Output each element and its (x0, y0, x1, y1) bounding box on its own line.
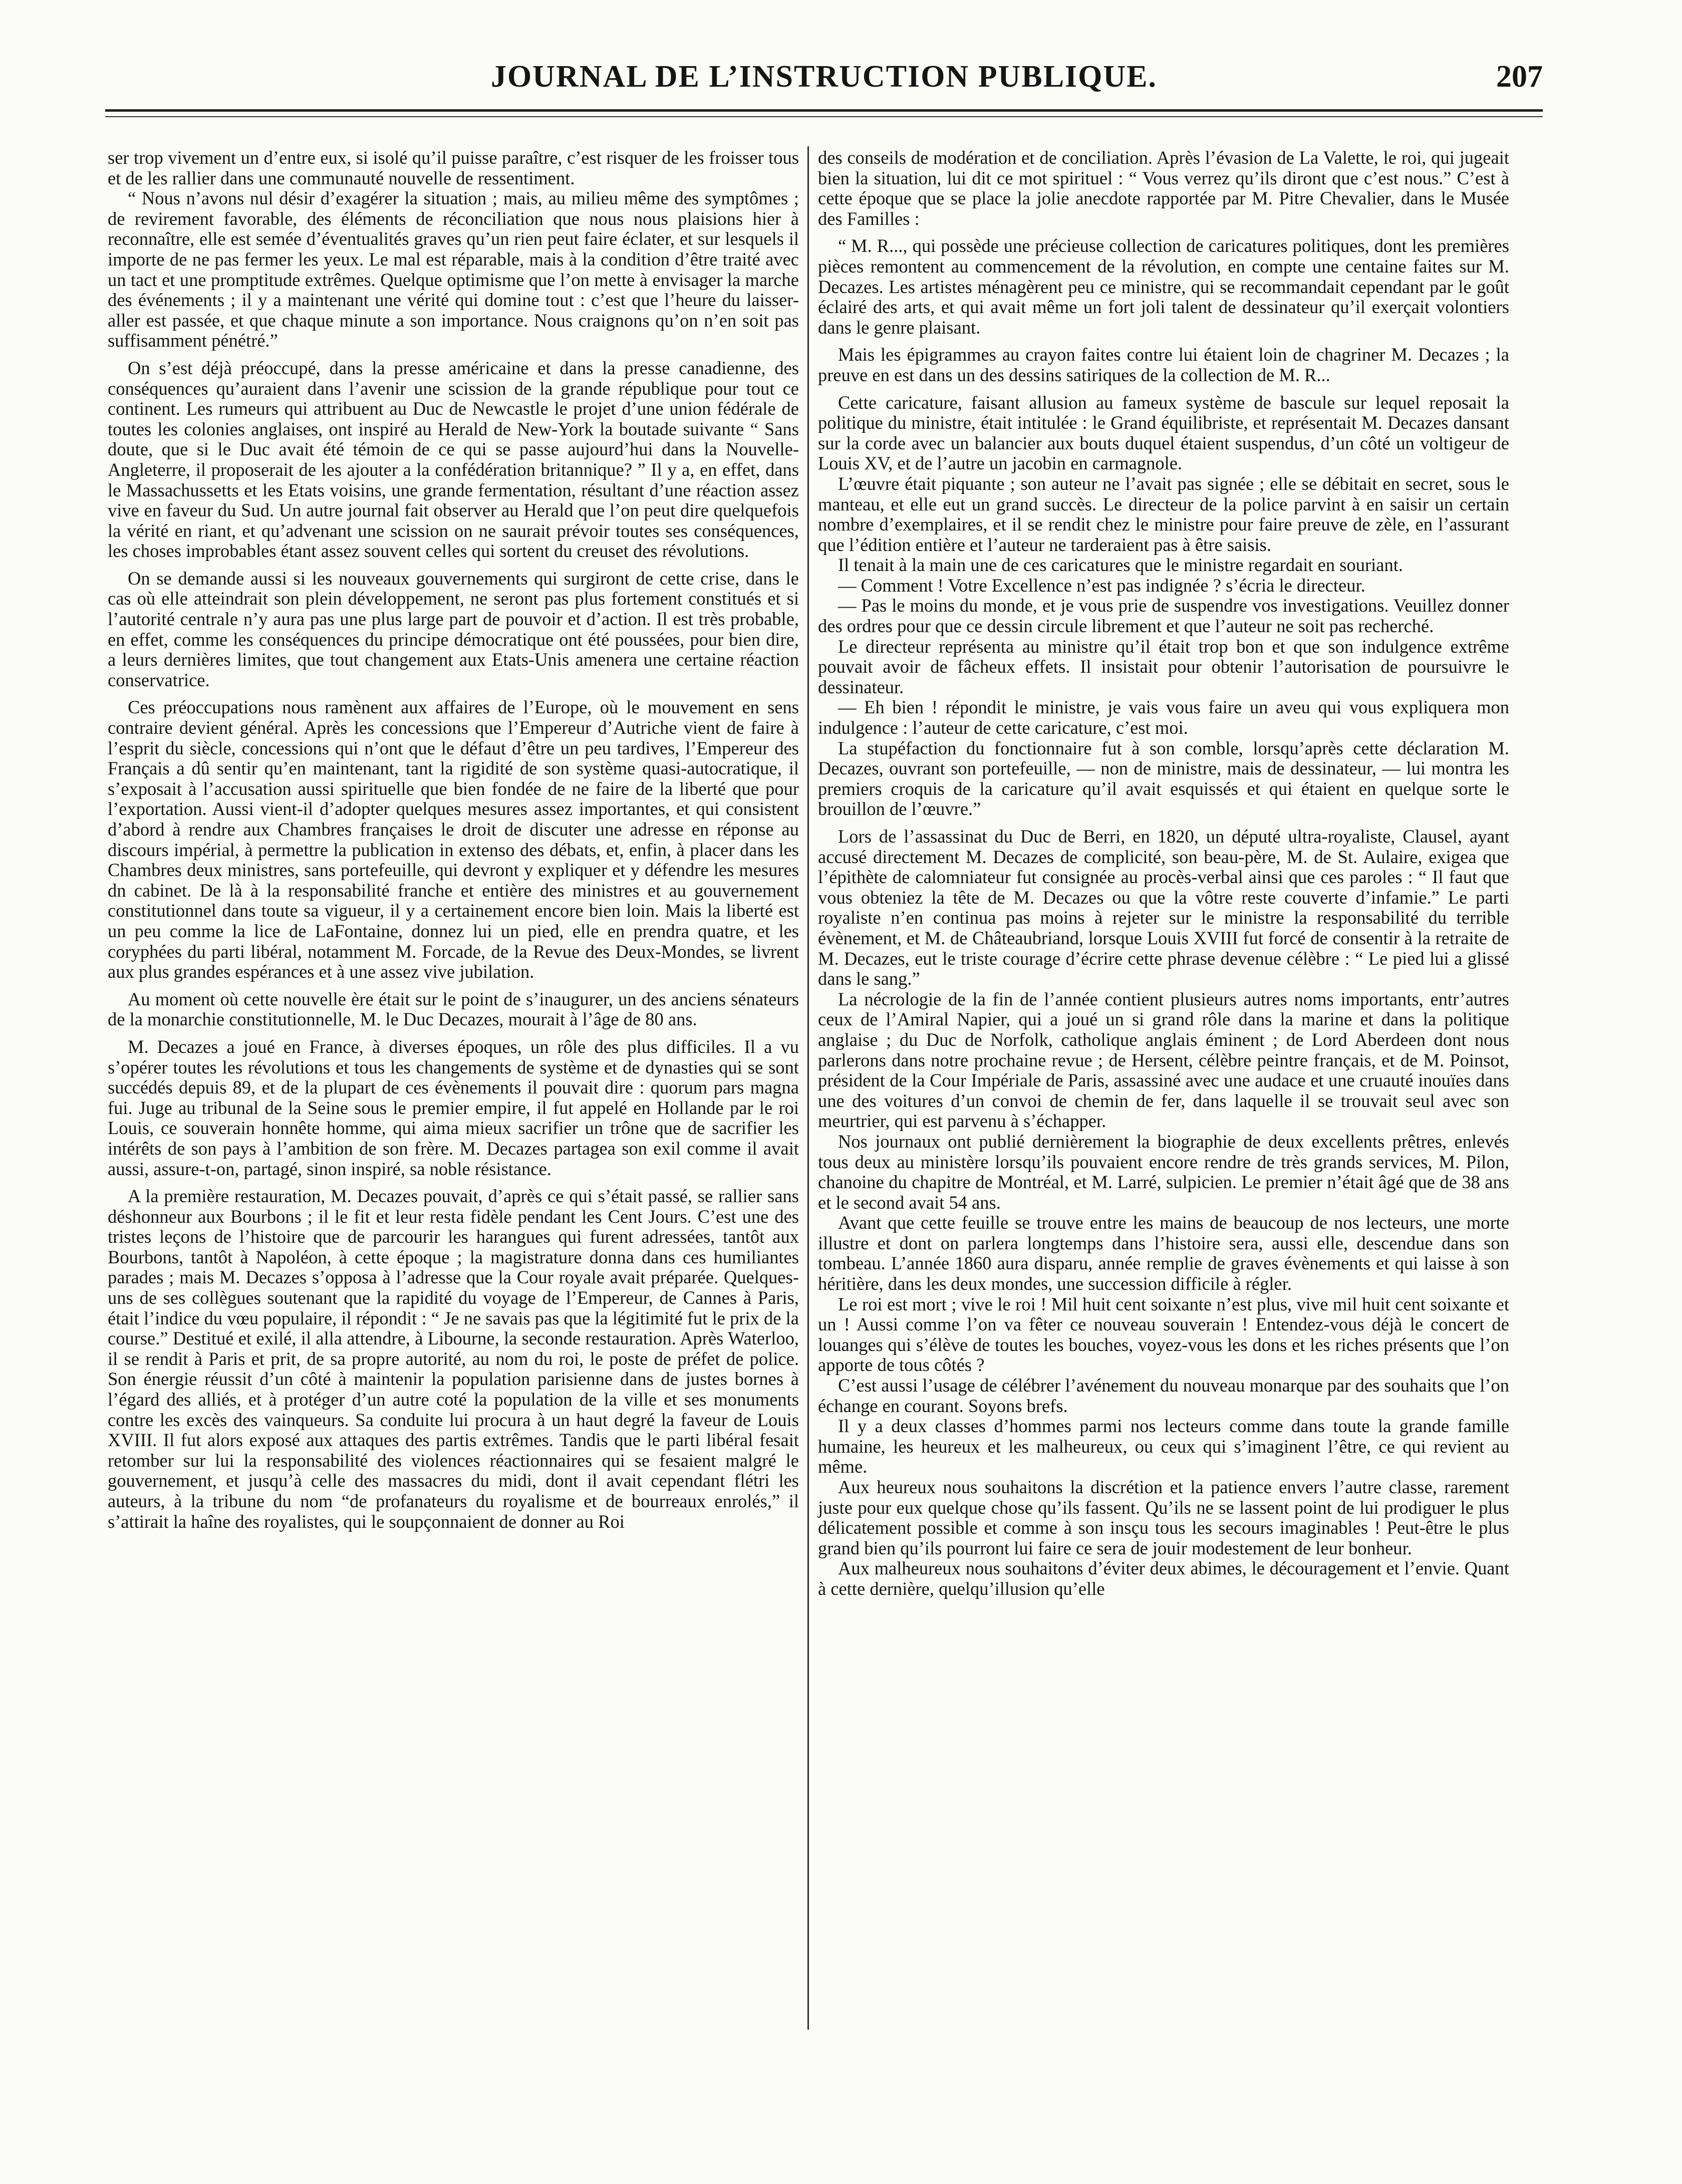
paragraph: Aux heureux nous souhaitons la discrétion et la patience envers l’autre classe, rarement juste pour eux quelque chose qu’ils fassent. Qu’ils ne se lassent point de lui prodiguer le plus délicatement possible et comme à son insçu tous les secours imaginables ! Peut-être le plus grand bien qu’ils pourront lui faire ce sera de jouir modestement de leur bonheur. (818, 1477, 1509, 1558)
header-rule-thin (105, 116, 1543, 117)
paragraph: Avant que cette feuille se trouve entre les mains de beaucoup de nos lecteurs, une morte illustre et dont on parlera longtemps dans l’histoire sera, aussi elle, descendue dans son tombeau. L’année 1860 aura disparu, année remplie de graves évènements et qui laisse à son héritière, dans les deux mondes, une succession difficile à régler. (818, 1212, 1509, 1294)
paragraph: ser trop vivement un d’entre eux, si isolé qu’il puisse paraître, c’est risquer de les froisser tous et de les rallier dans une communauté nouvelle de ressentiment. (108, 147, 799, 188)
dialogue-line: — Comment ! Votre Excellence n’est pas indignée ? s’écria le directeur. (838, 575, 1365, 596)
paragraph: C’est aussi l’usage de célébrer l’avénement du nouveau monarque par des souhaits que l’on échange en courant. Soyons brefs. (818, 1375, 1509, 1416)
journal-title: JOURNAL DE L’INSTRUCTION PUBLIQUE. (490, 60, 1158, 94)
paragraph: La stupéfaction du fonctionnaire fut à son comble, lorsqu’après cette déclaration M. Decazes, ouvrant son portefeuille, — non de ministre, mais de dessinateur, — lui montra les premiers croquis de la caricature qu’il avait esquissés et qui étaient en quelque sorte le brouillon de l’œuvre.” (818, 737, 1509, 820)
paragraph: Lors de l’assassinat du Duc de Berri, en 1820, un député ultra-royaliste, Clausel, ayant accusé directement M. Decazes de complicité, son beau-père, M. de St. Aulaire, exigea que l’épithète de calomniateur fut consignée au procès-verbal ainsi que ces paroles : “ Il faut que vous obteniez la tête de M. Decazes ou que la vôtre reste couverte d’infamie.” Le parti royaliste n’en continua pas moins à rejeter sur le ministre la responsabilité du terrible évènement, et M. de Châteaubriand, lorsque Louis XVIII fut forcé de consentir à la retraite de M. Decazes, eut le triste courage d’écrire cette phrase devenue célèbre : “ Le pied lui a glissé dans le sang.” (818, 826, 1509, 989)
paragraph: Au moment où cette nouvelle ère était sur le point de s’inaugurer, un des anciens sénateurs de la monarchie constitutionnelle, M. le Duc Decazes, mourait à l’âge de 80 ans. (108, 988, 799, 1030)
paragraph: On se demande aussi si les nouveaux gouvernements qui surgiront de cette crise, dans le cas où elle atteindrait son plein développement, ne seront pas plus fortement constitués et si l’autorité centrale n’y aura pas une plus large part de pouvoir et d’action. Il est très probable, en effet, comme les conséquences du principe démocratique ont été poussées, pour bien dire, a leurs dernières limites, que tout changement aux Etats-Unis amenera une certaine réaction conservatrice. (108, 568, 799, 690)
page-header (105, 54, 1543, 99)
quoted-paragraph: “ M. R..., qui possède une précieuse collection de caricatures politiques, dont les premières pièces remontent au commencement de la révolution, en compte une centaine faites sur M. Decazes. Les artistes ménagèrent peu ce ministre, qui se recommandait cependant par le goût éclairé des arts, et qui avait même un fort joli talent de dessinateur qu’il exerçait volontiers dans le genre plaisant. (818, 235, 1509, 338)
paragraph: Il y a deux classes d’hommes parmi nos lecteurs comme dans toute la grande famille humaine, les heureux et les malheureux, ou ceux qui s’imaginent l’être, ce qui revient au même. (818, 1416, 1509, 1477)
quoted-paragraph: “ Nous n’avons nul désir d’exagérer la situation ; mais, au milieu même des symptômes ; de revirement favorable, des éléments de réconciliation que nous nous plaisions hier à reconnaître, elle est semée d’éventualités graves qu’un rien peut faire éclater, et sur lesquels il importe de ne pas fermer les yeux. Le mal est réparable, mais à la condition d’être traité avec un tact et une promptitude extrêmes. Quelque optimisme que l’on mette à envisager la marche des événements ; il y a maintenant une vérité qui domine tout : c’est que l’heure du laisser-aller est passée, et que chaque minute a son importance. Nous craignons qu’on n’en soit pas suffisamment pénétré.” (108, 188, 799, 351)
paragraph: Mais les épigrammes au crayon faites contre lui étaient loin de chagriner M. Decazes ; la preuve en est dans un des dessins satiriques de la collection de M. R... (818, 344, 1509, 385)
right-column (818, 148, 1509, 1599)
paragraph: On s’est déjà préoccupé, dans la presse américaine et dans la presse canadienne, des conséquences qu’auraient dans l’avenir une scission de la grande république pour tout ce continent. Les rumeurs qui attribuent au Duc de Newcastle le projet d’une union fédérale de toutes les colonies anglaises, ont inspiré au Herald de New-York la boutade suivante “ Sans doute, que si le Duc avait été témoin de ce qui se passe aujourd’hui dans la Nouvelle-Angleterre, il proposerait de les ajouter a la confédération britannique? ” Il y a, en effet, dans le Massachussetts et les Etats voisins, une grande fermentation, résultant d’une réaction assez vive en faveur du Sud. Un autre journal fait observer au Herald que l’on peut dire quelquefois la vérité en riant, et qu’advenant une scission on ne saurait prévoir toutes ses conséquences, les choses improbables étant assez souvent celles qui sortent du creuset des révolutions. (108, 357, 799, 562)
paragraph: A la première restauration, M. Decazes pouvait, d’après ce qui s’était passé, se rallier sans déshonneur aux Bourbons ; il le fit et leur resta fidèle pendant les Cent Jours. C’est une des tristes leçons de l’histoire que de parcourir les harangues qui furent adressées, tantôt aux Bourbons, tantôt à Napoléon, à cette époque ; la magistrature donna dans ces humiliantes parades ; mais M. Decazes s’opposa à l’adresse que la Cour royale avait préparée. Quelques-uns de ses collègues soutenant que la rapidité du voyage de l’Empereur, de Cannes à Paris, était l’indice du vœu populaire, il répondit : “ Je ne savais pas que la légitimité fut le prix de la course.” Destitué et exilé, il alla attendre, à Libourne, la seconde restauration. Après Waterloo, il se rendit à Paris et prit, de sa propre autorité, au nom du roi, le poste de préfet de police. Son énergie réussit d’un côté à maintenir la population parisienne dans de justes bornes à l’égard des alliés, et à protéger d’un autre coté la population de la ville et ses monuments contre les excès des vainqueurs. Sa conduite lui procura à un haut degré la faveur de Louis XVIII. Il fut alors exposé aux attaques des partis extrêmes. Tandis que le parti libéral fesait retomber sur lui la responsabilité des violences réactionnaires qui se fesaient malgré le gouvernement, et jusqu’à celle des massacres du midi, dont il avait cependant flétri les auteurs, à la tribune du nom “de profanateurs du royalisme et de bourreaux enrolés,” il s’attirait la haîne des royalistes, qui le soupçonnaient de donner au Roi (108, 1186, 799, 1532)
paragraph: Il tenait à la main une de ces caricatures que le ministre regardait en souriant. (838, 555, 1403, 576)
page-number: 207 (1496, 60, 1543, 94)
paragraph: Nos journaux ont publié dernièrement la biographie de deux excellents prêtres, enlevés tous deux au ministère lorsqu’ils pouvaient encore rendre de très grands services, M. Pilon, chanoine du chapitre de Montréal, et M. Larré, sulpicien. Le premier n’était âgé que de 38 ans et le second avait 54 ans. (818, 1131, 1509, 1213)
paragraph: L’œuvre était piquante ; son auteur ne l’avait pas signée ; elle se débitait en secret, sous le manteau, et elle eut un grand succès. Le directeur de la police parvint à en saisir un certain nombre d’exemplaires, et il se rendit chez le ministre pour faire preuve de zèle, en l’assurant que l’édition entière et l’auteur ne tarderaient pas à être saisis. (818, 473, 1509, 555)
paragraph: Aux malheureux nous souhaitons d’éviter deux abimes, le découragement et l’envie. Quant à cette dernière, quelqu’illusion qu’elle (818, 1558, 1509, 1599)
paragraph: La nécrologie de la fin de l’année contient plusieurs autres noms importants, entr’autres ceux de l’Amiral Napier, qui a joué un si grand rôle dans la marine et dans la politique anglaise ; du Duc de Norfolk, catholique anglais éminent ; de Lord Aberdeen dont nous parlerons dans notre prochaine revue ; de Hersent, célèbre peintre français, et de M. Poinsot, président de la Cour Impériale de Paris, assassiné avec une audace et une cruauté inouïes dans une des voitures d’un convoi de chemin de fer, dans laquelle il se trouvait seul avec son meurtrier, qui est parvenu à s’échapper. (818, 988, 1509, 1132)
paragraph: Le directeur représenta au ministre qu’il était trop bon et que son indulgence extrême pouvait avoir de fâcheux effets. Il insistait pour obtenir l’autorisation de poursuivre le dessinateur. (818, 636, 1509, 697)
dialogue-line: — Eh bien ! répondit le ministre, je vais vous faire un aveu qui vous expliquera mon indulgence : l’auteur de cette caricature, c’est moi. (818, 697, 1509, 738)
left-column (108, 148, 799, 1532)
paragraph: Ces préoccupations nous ramènent aux affaires de l’Europe, où le mouvement en sens contraire devient général. Après les concessions que l’Empereur d’Autriche vient de faire à l’esprit du siècle, concessions qui n’ont que le défaut d’être un peu tardives, l’Empereur des Français a dû sentir qu’en maintenant, tant la rigidité de son système quasi-autocratique, il s’exposait à l’accusation aussi spirituelle que bien fondée de ne faire de la liberté que pour l’exportation. Aussi vient-il d’adopter quelques mesures assez importantes, et qui consistent d’abord à rendre aux Chambres françaises le droit de discuter une adresse en réponse au discours impérial, à permettre la publication in extenso des débats, et, enfin, à placer dans les Chambres deux ministres, sans portefeuille, qui devront y expliquer et y défendre les mesures dn cabinet. De là à la responsabilité franche et entière des ministres et au gouvernement constitutionnel dans toute sa vigueur, il y a certainement encore bien loin. Mais la liberté est un peu comme la lice de LaFontaine, donnez lui un pied, elle en prendra quatre, et les coryphées du parti libéral, notamment M. Forcade, de la Revue des Deux-Mondes, se livrent aux plus grandes espérances et à une assez vive jubilation. (108, 697, 799, 982)
dialogue-line: — Pas le moins du monde, et je vous prie de suspendre vos investigations. Veuillez donner des ordres pour que ce dessin circule librement et que l’auteur ne soit pas recherché. (818, 595, 1509, 637)
paragraph: Le roi est mort ; vive le roi ! Mil huit cent soixante n’est plus, vive mil huit cent soixante et un ! Aussi comme l’on va fêter ce nouveau souverain ! Entendez-vous déjà le concert de louanges qui s’élève de toutes les bouches, voyez-vous les dons et les riches présents que l’on apporte de tous côtés ? (818, 1293, 1509, 1376)
header-rule-thick (105, 109, 1543, 112)
paragraph: des conseils de modération et de conciliation. Après l’évasion de La Valette, le roi, qui jugeait bien la situation, lui dit ce mot spirituel : “ Vous verrez qu’ils diront que c’est nous.” C’est à cette époque que se place la jolie anecdote rapportée par M. Pitre Chevalier, dans le Musée des Familles : (818, 147, 1509, 229)
paragraph: Cette caricature, faisant allusion au fameux système de bascule sur lequel reposait la politique du ministre, était intitulée : le Grand équilibriste, et représentait M. Decazes dansant sur la corde avec un balancier aux bouts duquel étaient suspendus, d’un côté un voltigeur de Louis XV, et de l’autre un jacobin en carmagnole. (818, 392, 1509, 474)
column-divider (807, 146, 809, 2030)
paragraph: M. Decazes a joué en France, à diverses époques, un rôle des plus difficiles. Il a vu s’opérer toutes les révolutions et tous les changements de système et de dynasties qui se sont succédés depuis 89, et de la plupart de ces évènements il pouvait dire : quorum pars magna fui. Juge au tribunal de la Seine sous le premier empire, il fut appelé en Hollande par le roi Louis, ce souverain honnête homme, qui aima mieux sacrifier un trône que de sacrifier les intérêts de son pays à l’ambition de son frère. M. Decazes partagea son exil comme il avait aussi, assure-t-on, partagé, sinon inspiré, sa noble résistance. (108, 1036, 799, 1179)
